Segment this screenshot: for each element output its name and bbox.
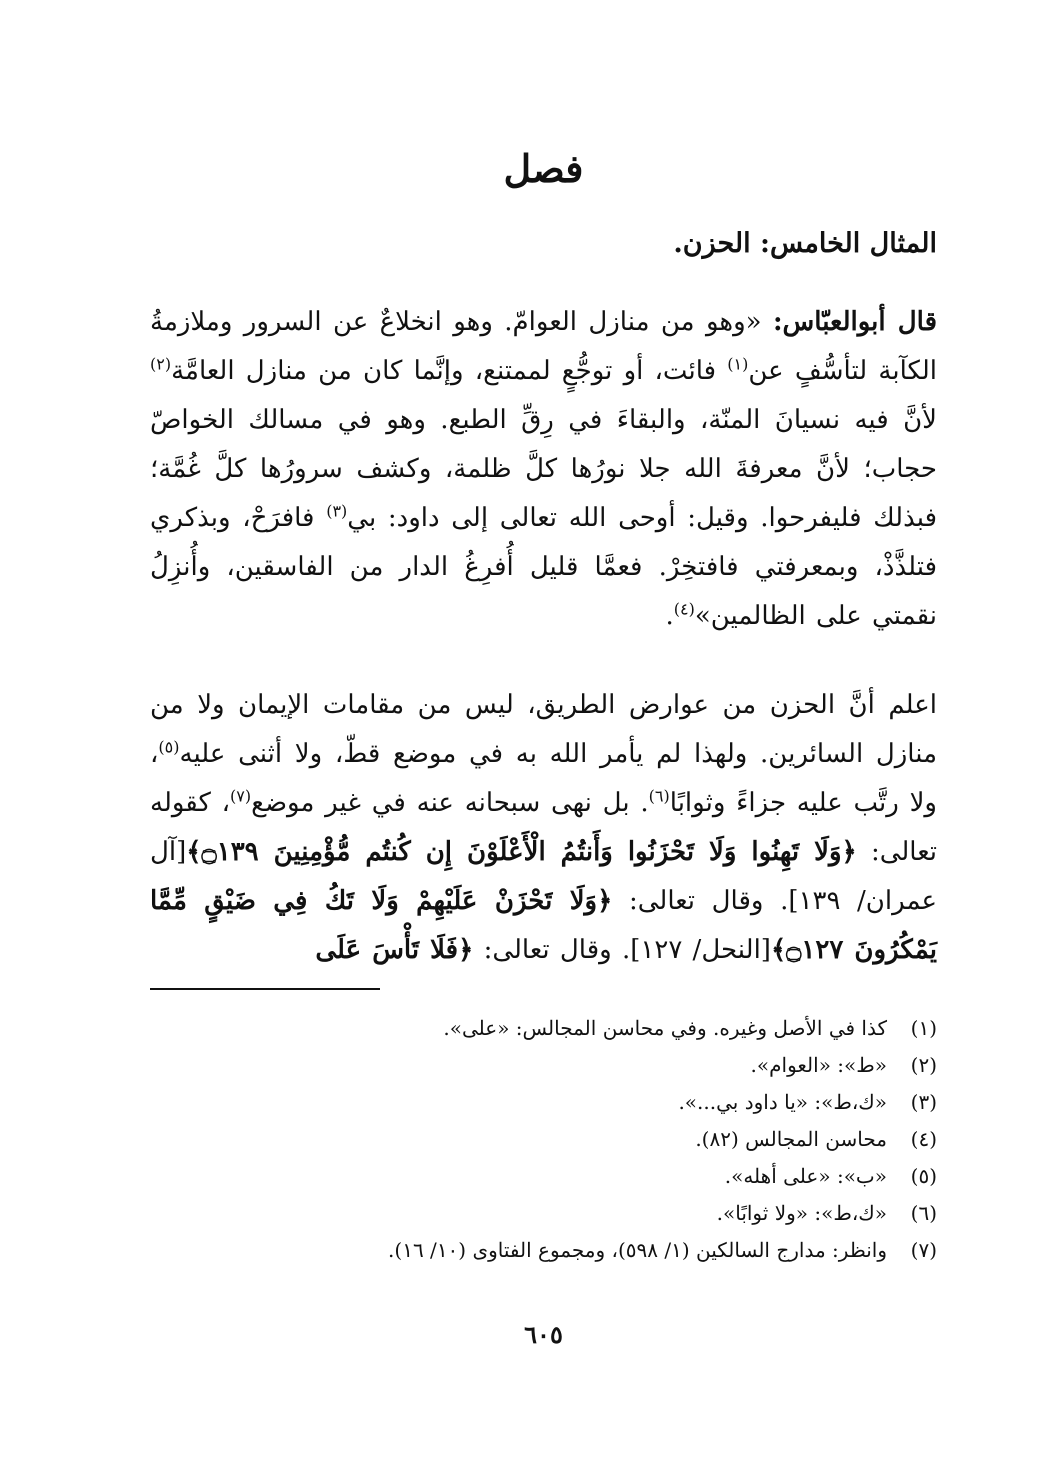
footnote-number: (١) [910, 1016, 937, 1040]
paragraph-2-text-d: ، كقوله تعالى: [150, 788, 937, 867]
footnote-item [150, 1158, 937, 1195]
footnote-number: (٢) [910, 1053, 937, 1077]
verse-reference-1: [آل عمران/ ١٣٩] [150, 837, 938, 916]
paragraph-2-text-c: . بل نهى سبحانه عنه في غير موضع [251, 788, 649, 818]
section-heading: المثال الخامس: الحزن. [673, 228, 937, 260]
footnote-item [150, 1084, 937, 1121]
footnote-text: محاسن المجالس (٨٢). [695, 1127, 887, 1151]
footnote-number: (٤) [910, 1127, 937, 1151]
paragraph-1-text-b: فائت، أو توجُّعٍ لممتنع، وإنَّما كان من منازل العامَّة [171, 356, 717, 386]
chapter-title: فصل [503, 146, 584, 192]
footnote-number: (٦) [910, 1201, 937, 1225]
paragraph-1 [150, 298, 937, 641]
footnote-ref-6[interactable]: (٦) [648, 786, 670, 806]
footnote-item [150, 1232, 937, 1269]
paragraph-2-text-a: اعلم أنَّ الحزن من عوارض الطريق، ليس من مقامات الإيمان ولا من منازل السائرين. ولهذا لم يأمر الله به في موضع قطّ، ولا أثنى عليه [150, 690, 937, 769]
paragraph-2 [150, 681, 937, 975]
footnote-ref-3[interactable]: (٣) [326, 501, 348, 521]
paragraph-1-text-a: «وهو من منازل العوامّ. وهو انخلاعٌ عن السرور وملازمةُ الكآبة لتأسُّفٍ عن [150, 307, 937, 386]
footnote-text: «ط»: «العوام». [750, 1053, 887, 1077]
footnote-item [150, 1010, 937, 1047]
footnote-number: (٥) [910, 1164, 937, 1188]
footnote-ref-5[interactable]: (٥) [158, 737, 180, 757]
footnote-item [150, 1047, 937, 1084]
footnote-item [150, 1121, 937, 1158]
footnote-divider [150, 988, 380, 990]
verse-reference-2: [النحل/ ١٢٧] [630, 935, 771, 965]
book-page [150, 0, 937, 1474]
paragraph-2-text-f: . وقال تعالى: [483, 935, 631, 965]
paragraph-1-text-c: لأنَّ فيه نسيانَ المنّة، والبقاءَ في رِقِّ الطبع. وهو في مسالك الخواصّ حجاب؛ لأنَّ معرفةَ الله جلا نورُها كلَّ ظلمة، وكشف سرورُها كلَّ غُمَّة؛ فبذلك فليفرحوا. وقيل: أوحى الله تعالى إلى داود: بي [150, 405, 938, 533]
quran-verse-3: ﴿فَلَا تَأْسَ عَلَى [315, 935, 474, 965]
footnote-ref-2[interactable]: (٢) [150, 354, 172, 374]
footnote-ref-4[interactable]: (٤) [673, 599, 695, 619]
paragraph-2-text-b: ، ولا رتَّب عليه جزاءً وثوابًا [150, 739, 937, 818]
footnote-text: كذا في الأصل وغيره. وفي محاسن المجالس: «على». [443, 1016, 887, 1040]
footnote-item [150, 1195, 937, 1232]
quran-verse-1: ﴿وَلَا تَهِنُوا وَلَا تَحْزَنُوا وَأَنتُمُ الْأَعْلَوْنَ إِن كُنتُم مُّؤْمِنِينَ ۝١٣٩﴾ [186, 837, 857, 867]
speaker-name: قال أبوالعبّاس: [772, 307, 938, 337]
footnotes-list [150, 1010, 937, 1269]
footnote-ref-7[interactable]: (٧) [230, 786, 252, 806]
paragraph-1-text-e: . [665, 601, 674, 631]
footnote-text: «ك،ط»: «ولا ثوابًا». [716, 1201, 887, 1225]
paragraph-1-text-d: فافرَحْ، وبذكري فتلذَّذْ، وبمعرفتي فافتخِرْ. فعمَّا قليل أُفرِغُ الدار من الفاسقين، وأُنزِلُ نقمتي على الظالمين» [150, 503, 937, 631]
quran-verse-2: ﴿وَلَا تَحْزَنْ عَلَيْهِمْ وَلَا تَكُ فِي ضَيْقٍ مِّمَّا يَمْكُرُونَ ۝١٢٧﴾ [150, 886, 937, 965]
page-number: ٦٠٥ [524, 1320, 563, 1349]
footnote-number: (٧) [910, 1238, 937, 1262]
footnote-text: «ك،ط»: «يا داود بي...». [678, 1090, 887, 1114]
paragraph-2-text-e: . وقال تعالى: [628, 886, 789, 916]
footnote-ref-1[interactable]: (١) [727, 354, 749, 374]
footnote-text: «ب»: «على أهله». [724, 1164, 887, 1188]
footnote-number: (٣) [910, 1090, 937, 1114]
footnote-text: وانظر: مدارج السالكين (١/ ٥٩٨)، ومجموع الفتاوى (١٠/ ١٦). [388, 1238, 887, 1262]
